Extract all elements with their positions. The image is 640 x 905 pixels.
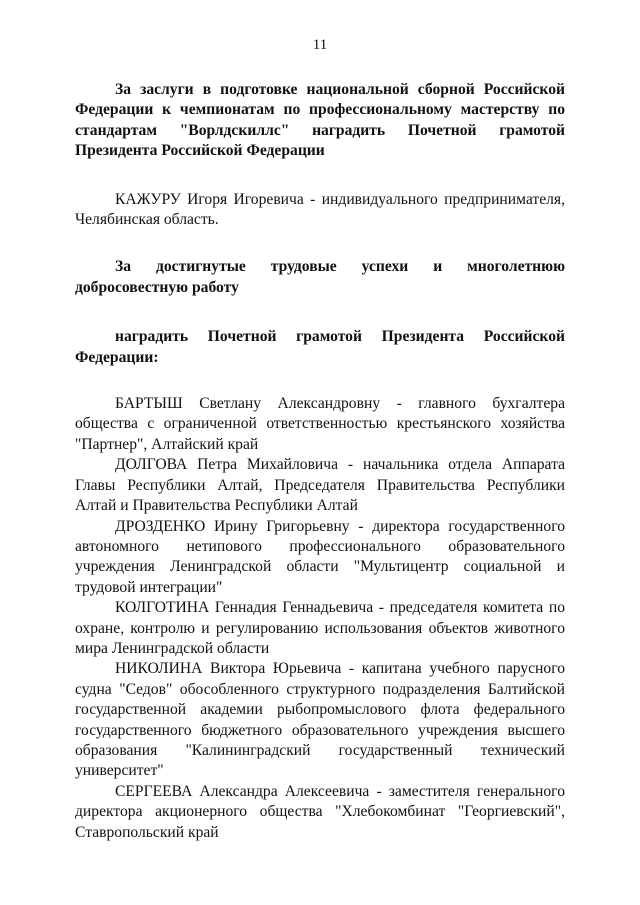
document-body — [75, 80, 565, 843]
awardee-paragraph: БАРТЫШ Светлану Александровну - главного бухгалтера общества с ограниченной ответственностью крестьянского хозяйства "Партнер", Алтайский край — [75, 395, 565, 453]
page-number: 11 — [312, 37, 328, 53]
awardee-paragraph: НИКОЛИНА Виктора Юрьевича - капитана учебного парусного судна "Седов" обособленного структурного подразделения Балтийской государственной академии рыбопромыслового флота федерального государственного бюджетного образовательного учреждения высшего образования "Калининградский государственный технический университет" — [75, 660, 565, 780]
awardee-paragraph: СЕРГЕЕВА Александра Алексеевича - заместителя генерального директора акционерного общества "Хлебокомбинат "Георгиевский", Ставропольский край — [75, 782, 565, 841]
section2-heading: За достигнутые трудовые успехи и многолетнюю добросовестную работу — [75, 258, 565, 296]
awardee-paragraph: КАЖУРУ Игоря Игоревича - индивидуального предпринимателя, Челябинская область. — [75, 190, 565, 229]
awardee-paragraph: ДОЛГОВА Петра Михайловича - начальника отдела Аппарата Главы Республики Алтай, Председателя Правительства Республики Алтай и Правительства Республики Алтай — [75, 456, 565, 515]
section1-heading: За заслуги в подготовке национальной сборной Российской Федерации к чемпионатам по профессиональному мастерству по стандартам "Ворлдскиллс" наградить Почетной грамотой Президента Российской Федерации — [75, 81, 565, 160]
section2-subheading: наградить Почетной грамотой Президента Российской Федерации: — [75, 328, 565, 366]
awardee-paragraph: ДРОЗДЕНКО Ирину Григорьевну - директора государственного автономного нетипового профессионального образовательного учреждения Ленинградской области "Мультицентр социальной и трудовой интеграции" — [75, 517, 565, 596]
awardee-paragraph: КОЛГОТИНА Геннадия Геннадьевича - председателя комитета по охране, контролю и регулированию использования объектов животного мира Ленинградской области — [75, 599, 565, 657]
